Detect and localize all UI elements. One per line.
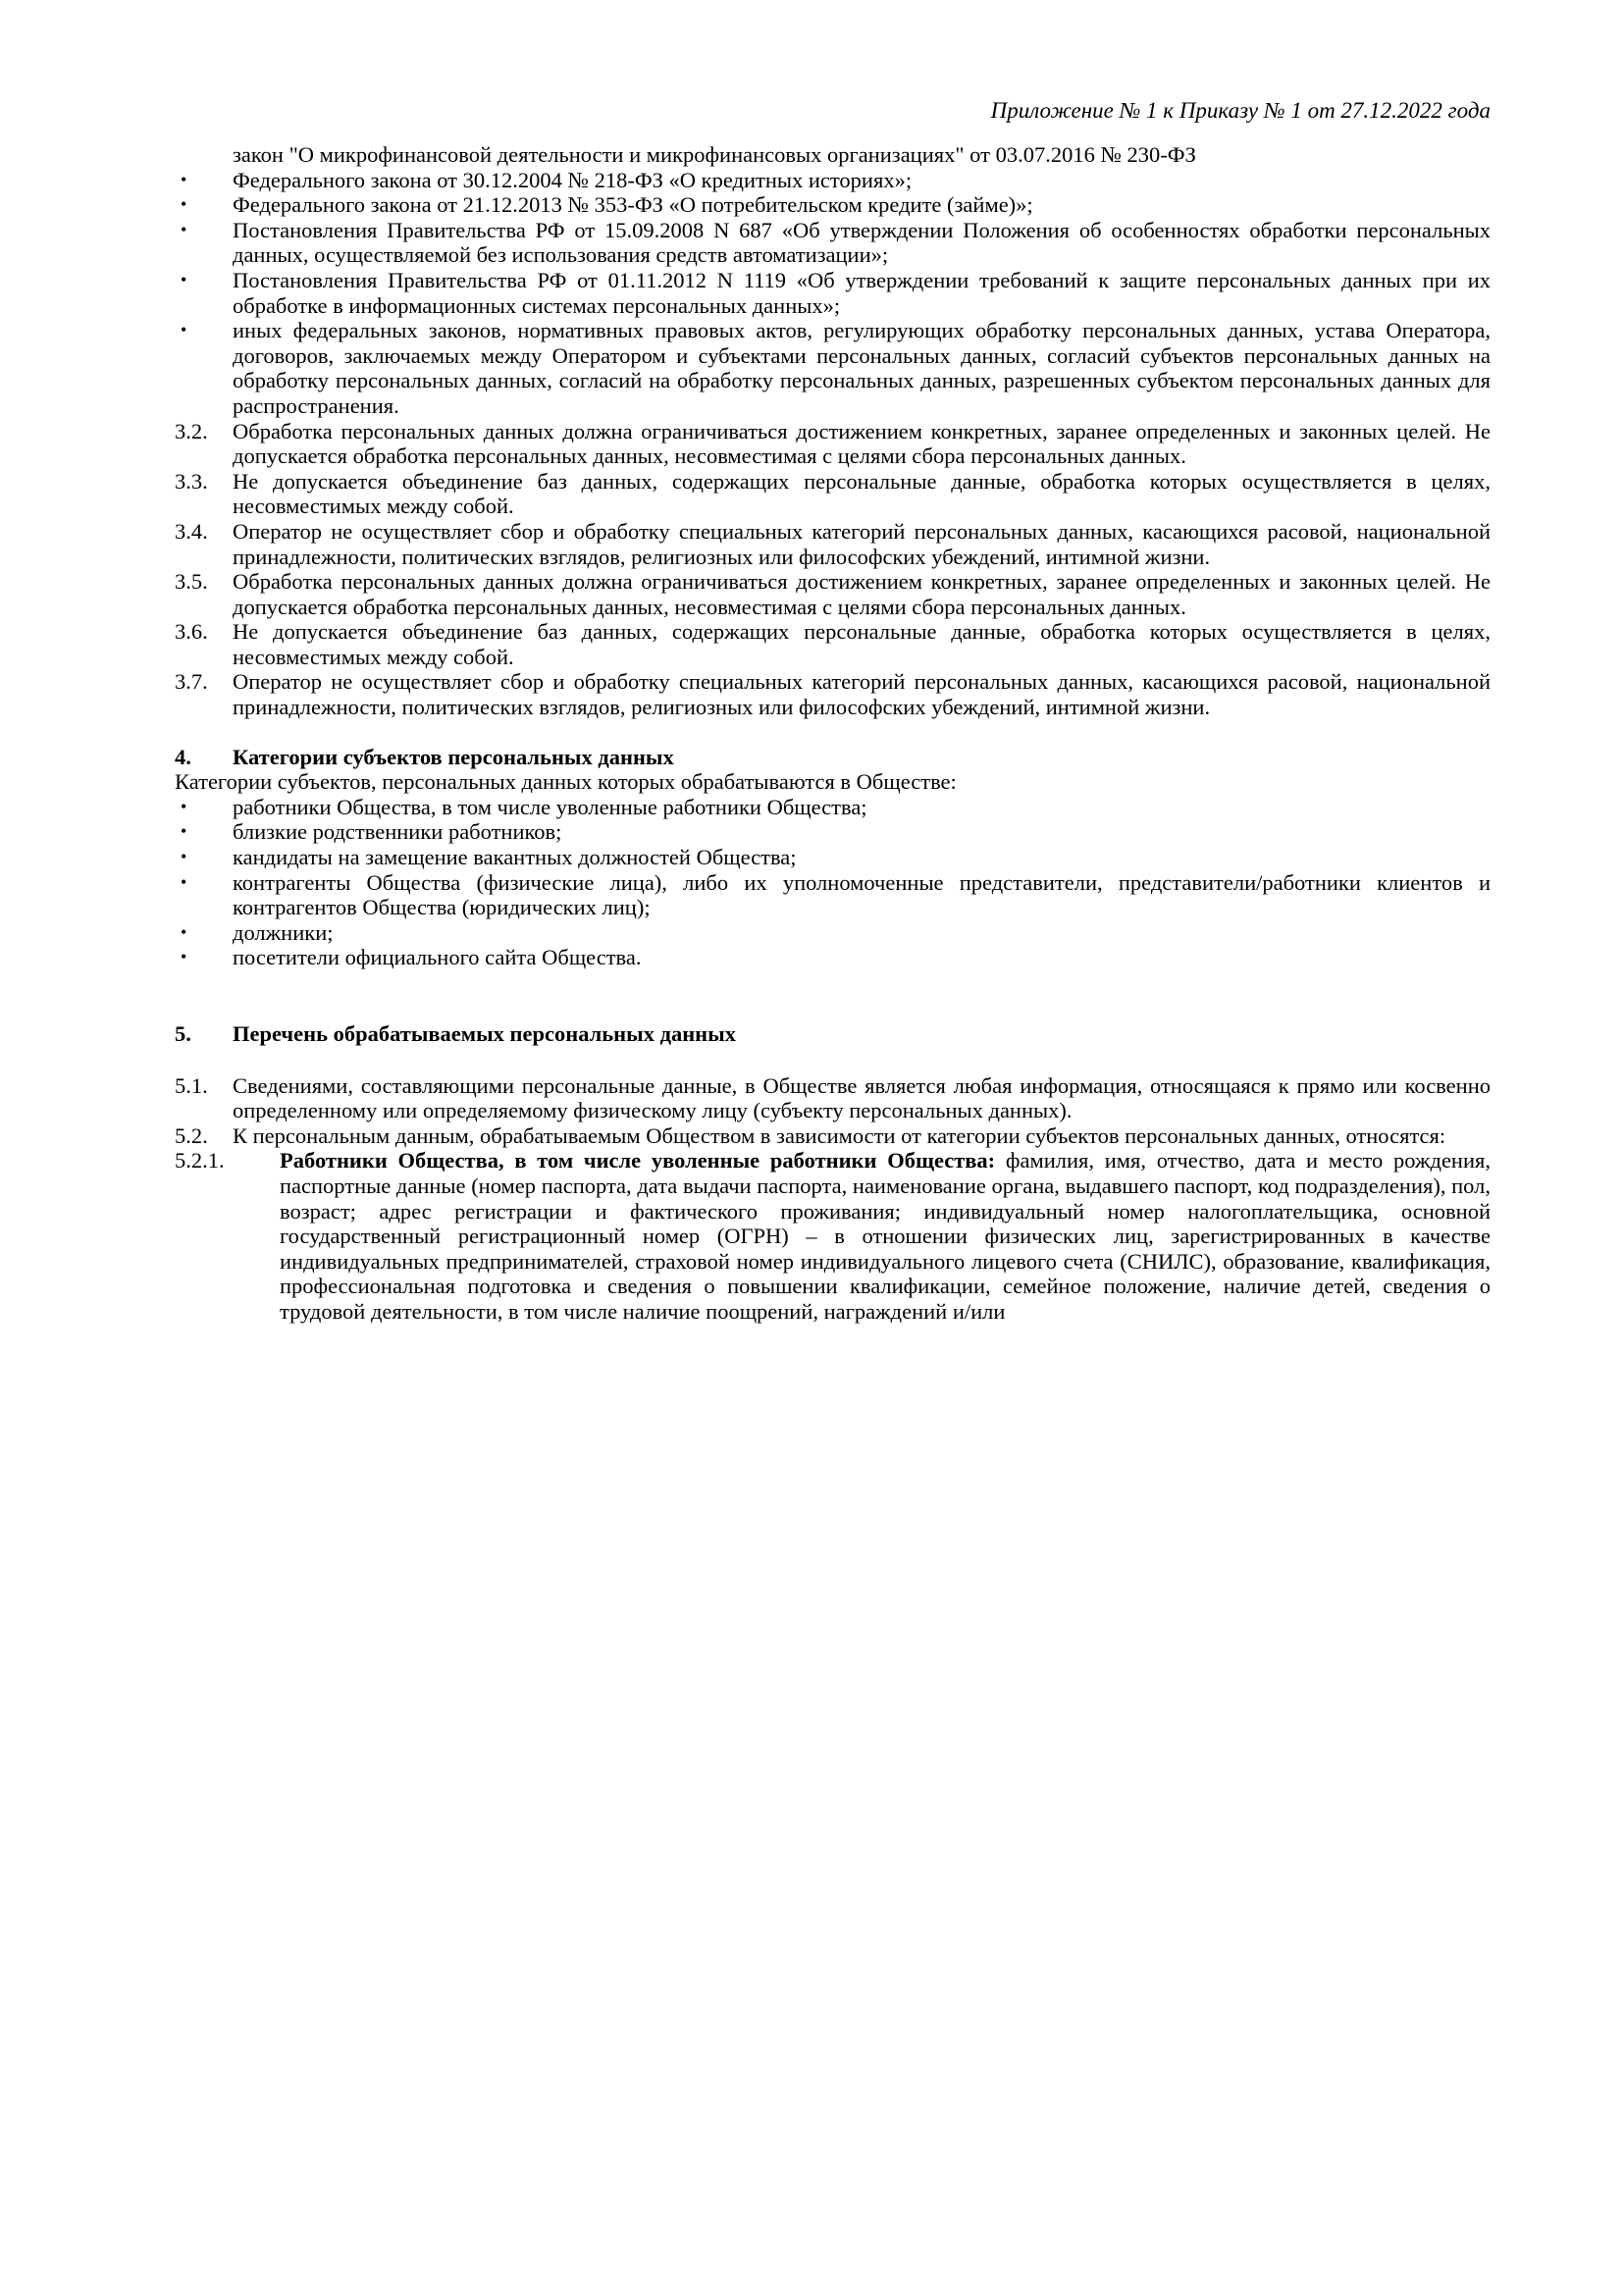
bullet-icon: • (181, 269, 187, 289)
legal-basis-list (175, 168, 1491, 419)
bullet-icon: • (181, 871, 187, 892)
clause-text: Не допускается объединение баз данных, содержащих персональные данные, обработка которых осуществляется в целях, несовместимых между собой. (233, 468, 1491, 519)
bullet-icon: • (181, 169, 187, 189)
clause-bold-lead: Работники Общества, в том числе уволенные работники Общества: (280, 1148, 996, 1174)
clause-number: 3.3. (175, 468, 208, 494)
list-item: • Постановления Правительства РФ от 15.09.2008 N 687 «Об утверждении Положения об особенностях обработки персональных данных, осуществляемой без использования средств автоматизации»; (175, 218, 1491, 268)
section-3-clauses (175, 419, 1491, 720)
clause-number: 3.5. (175, 569, 208, 595)
bullet-icon: • (181, 847, 187, 867)
bullet-icon: • (181, 219, 187, 239)
clause-text (280, 1148, 1491, 1324)
section-5-clauses (175, 1073, 1491, 1325)
clause-text: Оператор не осуществляет сбор и обработку специальных категорий персональных данных, касающихся расовой, национальной принадлежности, политических взглядов, религиозных или философских убеждений, интимной жизни. (233, 669, 1491, 720)
bullet-icon: • (181, 921, 187, 942)
clause (175, 419, 1491, 469)
section-5-heading (175, 1021, 1491, 1047)
list-item: • иных федеральных законов, нормативных правовых актов, регулирующих обработку персональных данных, устава Оператора, договоров, заключаемых между Оператором и субъектами персональных данных, согласий субъектов персональных данных на обработку персональных данных, согласий на обработку персональных данных, разрешенных субъектом персональных данных для распространения. (175, 318, 1491, 418)
clause-number: 3.4. (175, 518, 208, 544)
subject-categories-list (175, 795, 1491, 970)
list-item: • должники; (175, 920, 1491, 946)
clause (175, 469, 1491, 519)
list-item: • кандидаты на замещение вакантных должностей Общества; (175, 845, 1491, 870)
list-item: • близкие родственники работников; (175, 819, 1491, 845)
clause-text: Не допускается объединение баз данных, содержащих персональные данные, обработка которых осуществляется в целях, несовместимых между собой. (233, 619, 1491, 669)
clause (175, 669, 1491, 719)
spacer (175, 970, 1491, 1021)
clause (175, 619, 1491, 669)
clause-text: К персональным данным, обрабатываемым Обществом в зависимости от категории субъектов персональных данных, относятся: (233, 1122, 1446, 1148)
list-item: • работники Общества, в том числе уволенные работники Общества; (175, 795, 1491, 820)
section-number: 4. (175, 744, 191, 769)
section-number: 5. (175, 1021, 191, 1046)
clause-number: 3.7. (175, 669, 208, 695)
clause-text: Оператор не осуществляет сбор и обработку специальных категорий персональных данных, касающихся расовой, национальной принадлежности, политических взглядов, религиозных или философских убеждений, интимной жизни. (233, 518, 1491, 569)
clause-number: 5.1. (175, 1072, 208, 1098)
list-item: • контрагенты Общества (физические лица), либо их уполномоченные представители, представители/работники клиентов и контрагентов Общества (юридических лиц); (175, 870, 1491, 920)
clause-text: Обработка персональных данных должна ограничиваться достижением конкретных, заранее определенных и законных целей. Не допускается обработка персональных данных, несовместимая с целями сбора персональных данных. (233, 569, 1491, 619)
bullet-icon: • (181, 796, 187, 816)
clause-number: 5.2. (175, 1122, 208, 1148)
clause-number: 3.2. (175, 418, 208, 443)
list-item: • Федерального закона от 21.12.2013 № 353-ФЗ «О потребительском кредите (займе)»; (175, 192, 1491, 218)
list-item: • Постановления Правительства РФ от 01.11.2012 N 1119 «Об утверждении требований к защите персональных данных при их обработке в информационных системах персональных данных»; (175, 268, 1491, 318)
clause (175, 1123, 1491, 1149)
list-item: • Федерального закона от 30.12.2004 № 218-ФЗ «О кредитных историях»; (175, 168, 1491, 193)
section-title: Перечень обрабатываемых персональных данных (233, 1021, 736, 1046)
clause (175, 569, 1491, 619)
bullet-icon: • (181, 320, 187, 340)
subclause (175, 1148, 1491, 1324)
page-header: Приложение № 1 к Приказу № 1 от 27.12.2022 года (990, 98, 1491, 123)
section-title: Категории субъектов персональных данных (233, 744, 674, 769)
intro-continuation: закон "О микрофинансовой деятельности и микрофинансовых организациях" от 03.07.2016 № 230-ФЗ (233, 142, 1196, 167)
clause (175, 1073, 1491, 1123)
list-item: • посетители официального сайта Общества. (175, 945, 1491, 970)
clause-text: Обработка персональных данных должна ограничиваться достижением конкретных, заранее определенных и законных целей. Не допускается обработка персональных данных, несовместимая с целями сбора персональных данных. (233, 418, 1491, 469)
spacer (175, 720, 1491, 745)
clause-number: 3.6. (175, 619, 208, 645)
clause-number: 5.2.1. (175, 1148, 225, 1174)
section-4-lead: Категории субъектов, персональных данных которых обрабатываются в Обществе: (175, 769, 957, 795)
document-body (175, 142, 1491, 1325)
clause-body: фамилия, имя, отчество, дата и место рождения, паспортные данные (номер паспорта, дата выдачи паспорта, наименование органа, выдавшего паспорт, код подразделения), пол, возраст; адрес регистрации и фактического проживания; индивидуальный номер налогоплательщика, основной государственный регистрационный номер (ОГРН) – в отношении физических лиц, зарегистрированных в качестве индивидуальных предпринимателей, страховой номер индивидуального лицевого счета (СНИЛС), образование, квалификация, профессиональная подготовка и сведения о повышении квалификации, семейное положение, наличие детей, сведения о трудовой деятельности, в том числе наличие поощрений, награждений и/или (280, 1148, 1491, 1324)
bullet-icon: • (181, 194, 187, 215)
section-4-heading (175, 745, 1491, 770)
clause (175, 519, 1491, 569)
bullet-icon: • (181, 947, 187, 967)
spacer (175, 1047, 1491, 1073)
clause-text: Сведениями, составляющими персональные данные, в Обществе является любая информация, относящаяся к прямо или косвенно определенному или определяемому физическому лицу (субъекту персональных данных). (233, 1072, 1491, 1123)
bullet-icon: • (181, 821, 187, 842)
